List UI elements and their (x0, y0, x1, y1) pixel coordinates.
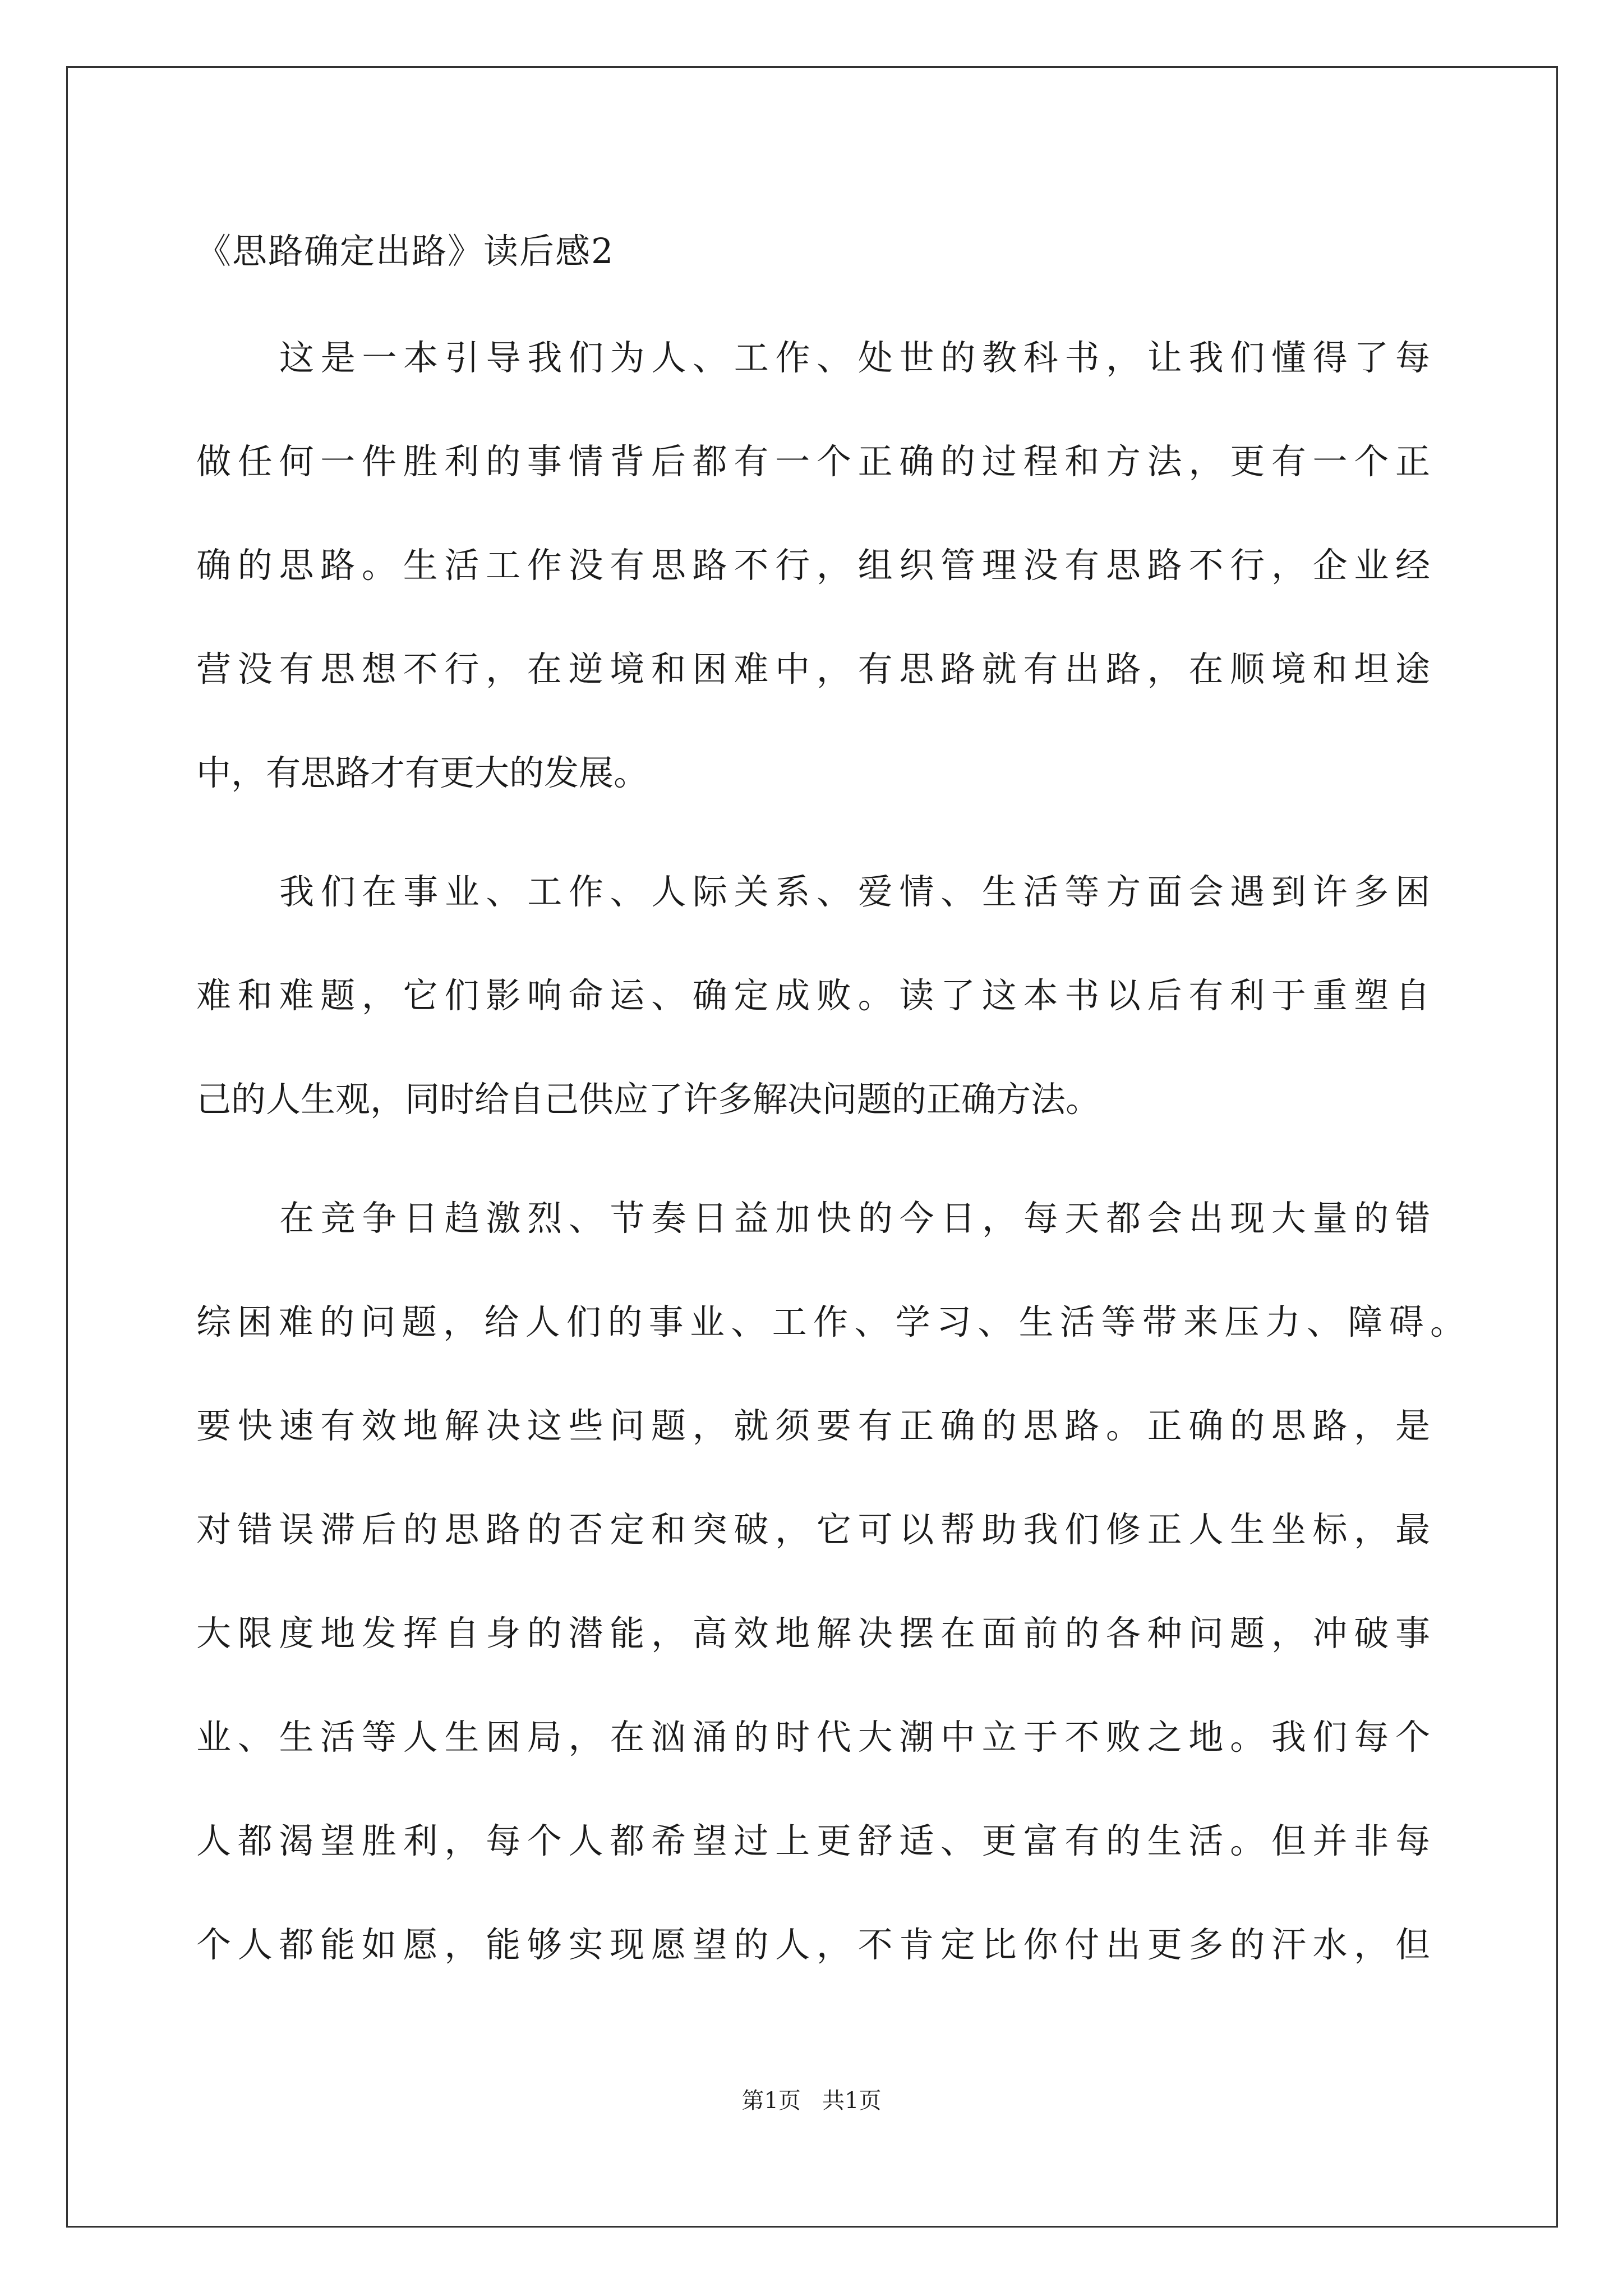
page-border (66, 66, 1558, 2228)
paragraph-3-line-7: 人都渴望胜利，每个人都希望过上更舒适、更富有的生活。但并非每 (196, 1820, 1430, 1861)
paragraph-1-line-1: 这是一本引导我们为人、工作、处世的教科书，让我们懂得了每 (279, 337, 1430, 378)
paragraph-3-line-5: 大限度地发挥自身的潜能，高效地解决摆在面前的各种问题，冲破事 (196, 1613, 1430, 1654)
paragraph-2-line-2: 难和难题，它们影响命运、确定成败。读了这本书以后有利于重塑自 (196, 975, 1430, 1016)
paragraph-2-line-3: 己的人生观，同时给自己供应了许多解决问题的正确方法。 (196, 1079, 1101, 1120)
paragraph-1-line-4: 营没有思想不行，在逆境和困难中，有思路就有出路，在顺境和坦途 (196, 648, 1430, 689)
paragraph-1-line-5: 中，有思路才有更大的发展。 (196, 752, 649, 793)
paragraph-1-line-3: 确的思路。生活工作没有思路不行，组织管理没有思路不行，企业经 (196, 545, 1430, 586)
paragraph-3-line-6: 业、生活等人生困局，在汹涌的时代大潮中立于不败之地。我们每个 (196, 1717, 1430, 1757)
paragraph-2-line-1: 我们在事业、工作、人际关系、爱情、生活等方面会遇到许多困 (279, 871, 1430, 912)
page-footer: 第1页 共1页 (741, 2088, 882, 2114)
document-title: 《思路确定出路》读后感2 (196, 231, 615, 272)
paragraph-3-line-4: 对错误滞后的思路的否定和突破，它可以帮助我们修正人生坐标，最 (196, 1509, 1430, 1550)
paragraph-3-line-1: 在竞争日趋激烈、节奏日益加快的今日，每天都会出现大量的错 (279, 1198, 1430, 1239)
paragraph-3-line-2: 综困难的问题，给人们的事业、工作、学习、生活等带来压力、障碍。 (196, 1301, 1465, 1342)
paragraph-1-line-2: 做任何一件胜利的事情背后都有一个正确的过程和方法，更有一个正 (196, 441, 1430, 482)
paragraph-3-line-8: 个人都能如愿，能够实现愿望的人，不肯定比你付出更多的汗水，但 (196, 1924, 1430, 1965)
paragraph-3-line-3: 要快速有效地解决这些问题，就须要有正确的思路。正确的思路，是 (196, 1405, 1430, 1446)
